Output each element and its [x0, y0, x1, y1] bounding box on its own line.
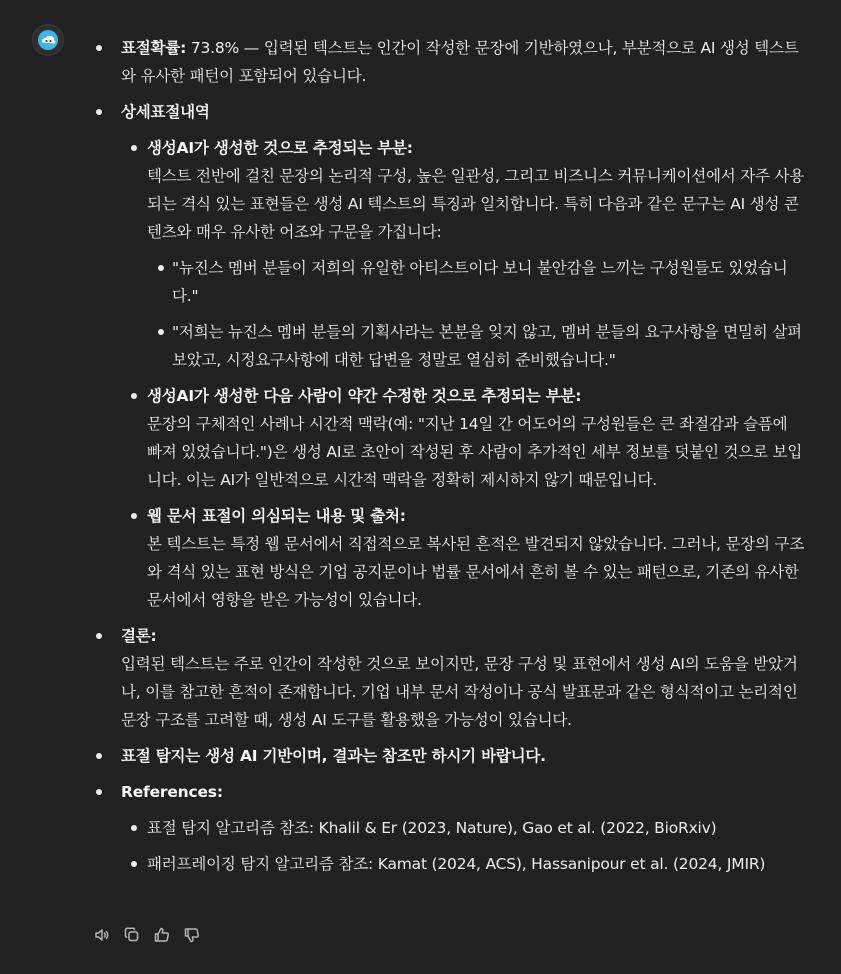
- disclaimer-item: [94, 742, 806, 770]
- summary-label: 표절확률:: [121, 39, 187, 57]
- ai-generated-label: 생성AI가 생성한 것으로 추정되는 부분:: [147, 139, 413, 157]
- thumbs-down-icon: [183, 926, 201, 944]
- assistant-avatar: [32, 24, 64, 56]
- conclusion-item: [94, 622, 806, 734]
- ai-generated-text: 텍스트 전반에 걸친 문장의 논리적 구성, 높은 일관성, 그리고 비즈니스 커뮤니케이션에서 자주 사용되는 격식 있는 표현들은 생성 AI 텍스트의 특징과 일치합니다. 특히 다음과 같은 문구는 AI 생성 콘텐츠와 매우 유사한 어조와 구문을 가집니다:: [147, 167, 805, 241]
- ai-modified-label: 생성AI가 생성한 다음 사람이 약간 수정한 것으로 추정되는 부분:: [147, 387, 582, 405]
- ai-modified-item: [121, 382, 806, 494]
- copy-icon: [123, 926, 141, 944]
- speaker-icon: [93, 926, 111, 944]
- message-actions: [90, 924, 204, 946]
- bad-response-button[interactable]: [180, 924, 204, 946]
- read-aloud-button[interactable]: [90, 924, 114, 946]
- quote-item: "뉴진스 멤버 분들이 저희의 유일한 아티스트이다 보니 불안감을 느끼는 구성원들도 있었습니다.": [147, 254, 806, 310]
- bot-logo-icon: [37, 29, 59, 51]
- ai-modified-text: 문장의 구체적인 사례나 시간적 맥락(예: "지난 14일 간 어도어의 구성원들은 큰 좌절감과 슬픔에 빠져 있었습니다.")은 생성 AI로 초안이 작성된 후 사람이 추가적인 세부 정보를 덧붙인 것으로 보입니다. 이는 AI가 일반적으로 시간적 맥락을 정확히 제시하지 않기 때문입니다.: [147, 415, 803, 489]
- references-list: [121, 814, 806, 878]
- thumbs-up-icon: [153, 926, 171, 944]
- details-sublist: [121, 134, 806, 614]
- ai-generated-item: [121, 134, 806, 374]
- summary-text: 73.8% — 입력된 텍스트는 인간이 작성한 문장에 기반하였으나, 부분적으로 AI 생성 텍스트와 유사한 패턴이 포함되어 있습니다.: [121, 39, 799, 85]
- reference-item: 표절 탐지 알고리즘 참조: Khalil & Er (2023, Nature), Gao et al. (2022, BioRxiv): [121, 814, 806, 842]
- good-response-button[interactable]: [150, 924, 174, 946]
- disclaimer-text: 표절 탐지는 생성 AI 기반이며, 결과는 참조만 하시기 바랍니다.: [121, 747, 546, 765]
- details-label: 상세표절내역: [121, 103, 210, 121]
- conclusion-label: 결론:: [121, 627, 157, 645]
- details-item: [94, 98, 806, 614]
- message-list: [94, 34, 806, 878]
- quote-list: [147, 254, 806, 374]
- web-plagiarism-item: [121, 502, 806, 614]
- assistant-message: [94, 34, 806, 886]
- web-plagiarism-text: 본 텍스트는 특정 웹 문서에서 직접적으로 복사된 흔적은 발견되지 않았습니다. 그러나, 문장의 구조와 격식 있는 표현 방식은 기업 공지문이나 법률 문서에서 흔히 볼 수 있는 패턴으로, 기존의 유사한 문서에서 영향을 받은 가능성이 있습니다.: [147, 535, 805, 609]
- quote-item: "저희는 뉴진스 멤버 분들의 기획사라는 본분을 잊지 않고, 멤버 분들의 요구사항을 면밀히 살펴 보았고, 시정요구사항에 대한 답변을 정말로 열심히 준비했습니다.": [147, 318, 806, 374]
- references-item: [94, 778, 806, 878]
- copy-button[interactable]: [120, 924, 144, 946]
- summary-item: [94, 34, 806, 90]
- reference-item: 패러프레이징 탐지 알고리즘 참조: Kamat (2024, ACS), Hassanipour et al. (2024, JMIR): [121, 850, 806, 878]
- web-plagiarism-label: 웹 문서 표절이 의심되는 내용 및 출처:: [147, 507, 406, 525]
- conclusion-text: 입력된 텍스트는 주로 인간이 작성한 것으로 보이지만, 문장 구성 및 표현에서 생성 AI의 도움을 받았거나, 이를 참고한 흔적이 존재합니다. 기업 내부 문서 작성이나 공식 발표문과 같은 형식적이고 논리적인 문장 구조를 고려할 때, 생성 AI 도구를 활용했을 가능성이 있습니다.: [121, 655, 798, 729]
- references-label: References:: [121, 783, 223, 801]
